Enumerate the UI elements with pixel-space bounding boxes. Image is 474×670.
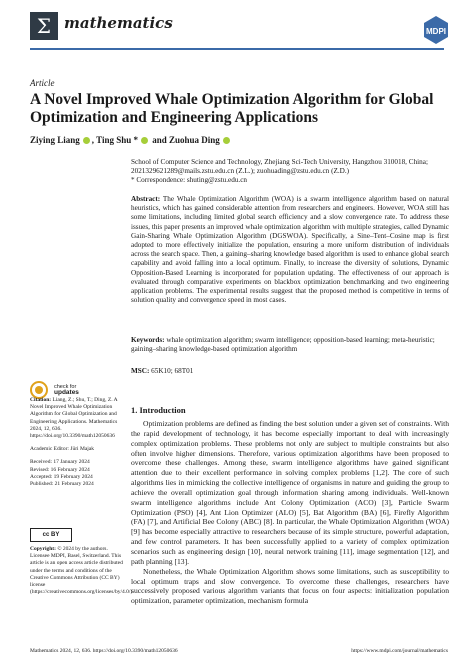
article-type: Article [30,78,55,88]
article-metadata [30,397,125,488]
abstract-text: The Whale Optimization Algorithm (WOA) is a swarm intelligence algorithm based on natural heuristics, which has gained considerable attention from researchers and engineers. However, WOA still has some limitations, including limited global search efficiency and a slow convergence rate. To address these issues, this paper presents an improved whale optimization algorithm with multiple strategies, called Dynamic Gain-Sharing Whale Optimization Algorithm (DGSWOA). Specifically, a Sine–Tent–Cosine map is first adopted to more effectively initialize the population, ensuring a more uniform distribution of individuals across the search space. Then, a gaining–sharing knowledge based algorithm is used to enhance global search capability and avoid falling into a local optimum. Finally, to increase the diversity of solutions, Dynamic Opposition-Based Learning is incorporated for population updating. The effectiveness of our approach is evaluated through comparative experiments on blackbox optimization benchmarking and two engineering application problems. The experimental results suggest that the proposed method is competitive in terms of solution quality and convergence speed in most cases. [131,195,449,305]
correspondence[interactable]: * Correspondence: shuting@zstu.edu.cn [131,176,248,185]
section-heading: 1. Introduction [131,405,186,415]
check-updates-text: check for updates [54,384,79,397]
keywords-text: whale optimization algorithm; swarm intelligence; opposition-based learning; meta-heuristic; gaining–sharing knowledge-based optimization algorithm [131,336,435,354]
author-name[interactable]: Ting Shu * [96,135,138,145]
affiliation-emails[interactable]: 2021329621289@mails.zstu.edu.cn (Z.L.); zuohuading@zstu.edu.cn (Z.D.) [131,167,350,176]
mdpi-logo-text: MDPI [426,27,446,36]
mdpi-logo[interactable] [422,15,450,50]
affiliation-line: School of Computer Science and Technology, Zhejiang Sci-Tech University, Hangzhou 310018, China; [131,158,428,166]
citation: Citation: Liang, Z.; Shu, T.; Ding, Z. A Novel Improved Whale Optimization Algorithm for Global Optimization and Engineering Applications. Mathematics 2024, 12, 636. https://doi.org/10.3390/math12050636 [30,397,118,440]
keywords-label: Keywords: [131,336,165,344]
abstract [131,195,449,305]
affiliation [131,158,451,186]
header-rule [30,48,444,50]
accepted-date: Accepted: 19 February 2024 [30,473,93,480]
orcid-icon[interactable] [223,137,230,144]
cc-by-license-icon[interactable]: cc BY [30,528,72,542]
academic-editor: Academic Editor: Jüri Majak [30,446,94,453]
msc-text: 65K10; 68T01 [151,367,194,375]
author-name[interactable]: and Zuohua Ding [152,135,220,145]
msc-label: MSC: [131,367,150,375]
mdpi-logo-icon [422,15,450,45]
intro-paragraph: Optimization problems are defined as finding the best solution under a given set of constraints. With the rapid development of technology, it has become especially important to deal with increasingly complex optimization problems. These problems not only are subject to multiple constraints but also often involve higher dimensions. Therefore, various optimization algorithms have been proposed to overcome these challenges. Among these, swarm intelligence algorithms have gained significant attention due to their excellent performance in solving complex problems [1,2]. The core of such algorithms lies in mimicking the collective intelligence of organisms in nature and guiding the group to achieve the overall optimization goal through information sharing among individuals. Well-known swarm intelligence algorithms include Ant Colony Optimization (ACO) [3], Particle Swarm Optimization (PSO) [4], Ant Lion Optimizer (ALO) [5], Bat Algorithm (BA) [6], Firefly Algorithm (FA) [7], and Artificial Bee Colony (ABC) [8]. In particular, the Whale Optimization Algorithm (WOA) [9] has become especially attractive to researchers because of its simple structure, powerful adaptation, and few control parameters. It has been successfully applied to a variety of complex optimization scenarios such as engineering design [10], neural network training [11], image segmentation [12], and path planning [13]. [131,419,449,566]
orcid-icon[interactable] [83,137,90,144]
footer-journal-url[interactable]: https://www.mdpi.com/journal/mathematics [351,648,448,654]
footer-citation[interactable]: Mathematics 2024, 12, 636. https://doi.org/10.3390/math12050636 [30,648,178,654]
copyright: Copyright: © 2024 by the authors. Licensee MDPI, Basel, Switzerland. This article is an open access article distributed under the terms and conditions of the Creative Commons Attribution (CC BY) license (https://creativecommons.org/licenses/by/4.0/). [30,546,134,596]
received-date: Received: 17 January 2024 [30,459,90,466]
abstract-label: Abstract: [131,195,161,203]
published-date: Published: 21 February 2024 [30,481,94,488]
journal-logo: Σ [30,12,58,40]
keywords [131,336,449,354]
article-title: A Novel Improved Whale Optimization Algorithm for Global Optimization and Engineering Applications [30,91,434,126]
author-list: Ziying Liang , Ting Shu * and Zuohua Ding [30,135,450,145]
introduction-body [131,419,449,606]
journal-name[interactable]: mathematics [64,14,173,32]
author-name[interactable]: Ziying Liang [30,135,80,145]
orcid-icon[interactable] [141,137,148,144]
revised-date: Revised: 16 February 2024 [30,466,90,473]
msc [131,367,193,375]
intro-paragraph: Nonetheless, the Whale Optimization Algorithm shows some limitations, such as susceptibility to local optimum traps and slow convergence. To overcome these challenges, researchers have successively proposed various algorithm variants that focus on four aspects: initialization population optimization, parameter optimization, mechanism formula [131,566,449,606]
